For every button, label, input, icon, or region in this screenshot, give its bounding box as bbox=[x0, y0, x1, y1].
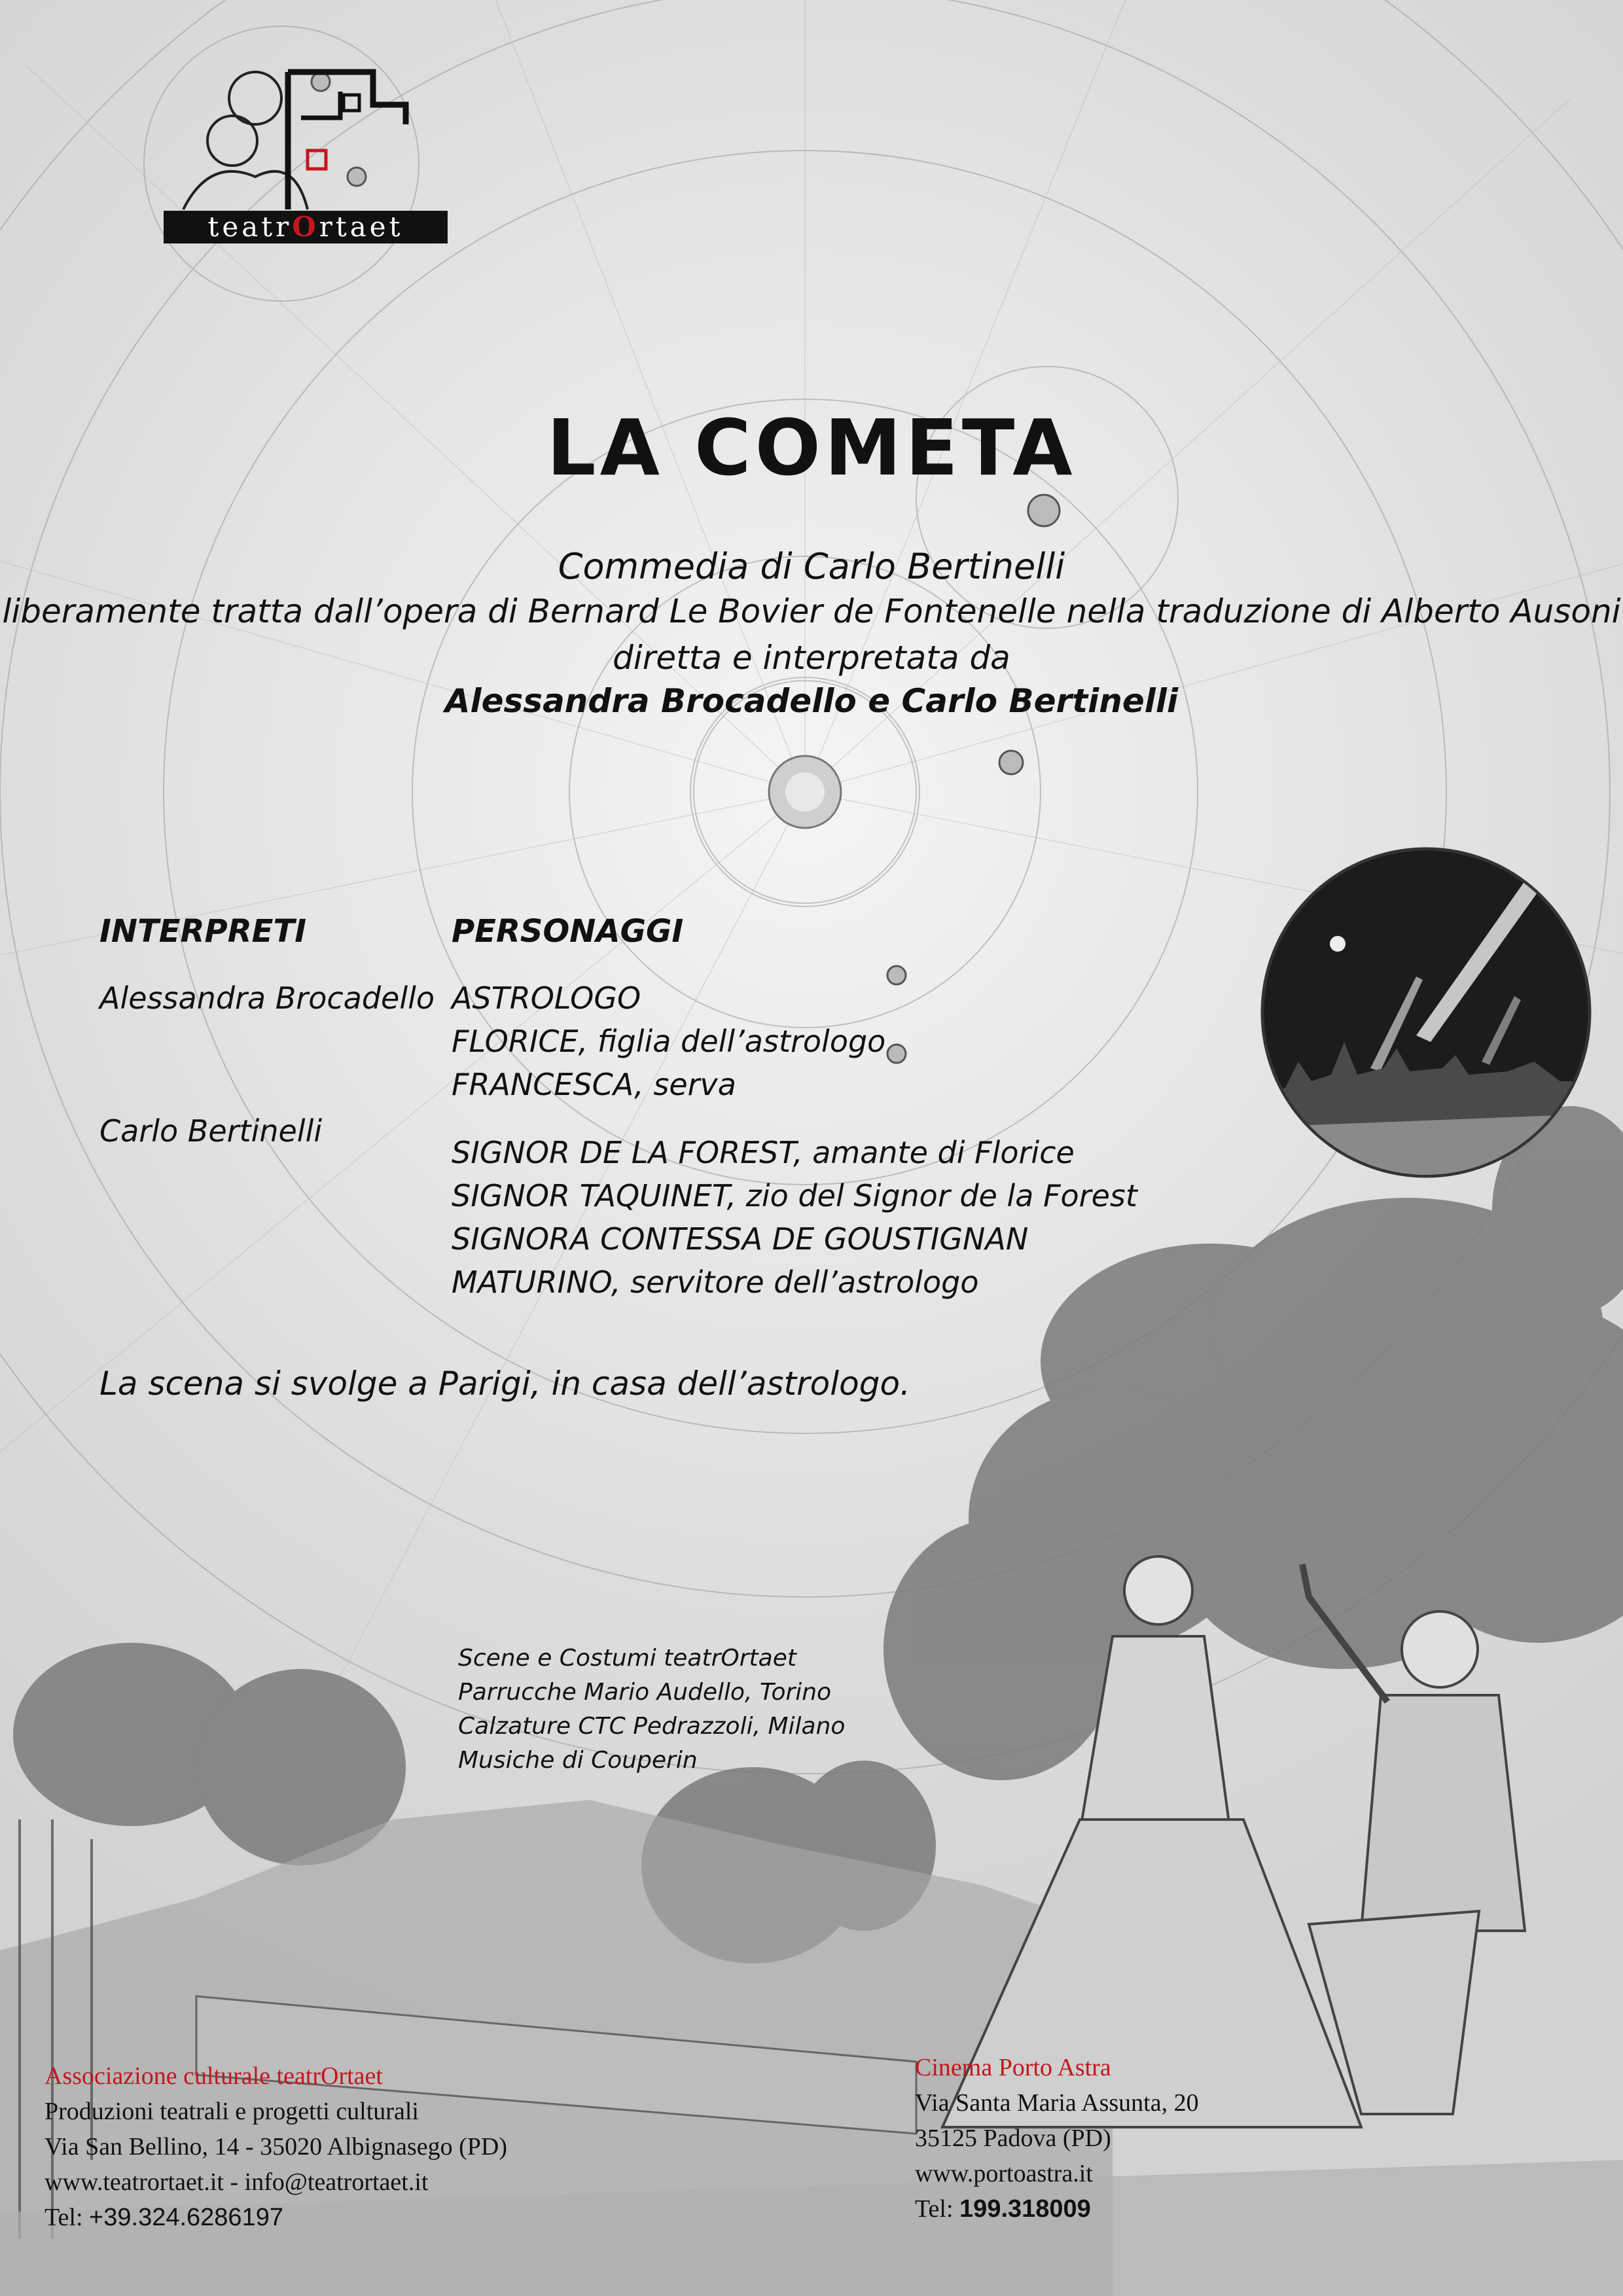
credit-item: Scene e Costumi teatrOrtaet bbox=[458, 1645, 796, 1672]
association-info bbox=[45, 2058, 507, 2235]
directed-by-label: diretta e interpretata da bbox=[613, 639, 1010, 677]
venue-city: 35125 Padova (PD) bbox=[915, 2125, 1111, 2152]
cast-actor-1: Alessandra Brocadello bbox=[99, 980, 435, 1016]
logo-figures-icon bbox=[157, 26, 452, 216]
venue-name: Cinema Porto Astra bbox=[915, 2054, 1111, 2081]
cast-roles-header: PERSONAGGI bbox=[452, 913, 684, 950]
role-item: FLORICE, figlia dell’astrologo bbox=[452, 1024, 886, 1059]
role-item: SIGNORA CONTESSA DE GOUSTIGNAN bbox=[452, 1221, 1029, 1257]
venue-phone: Tel: 199.318009 bbox=[915, 2195, 1091, 2223]
association-tagline: Produzioni teatrali e progetti culturali bbox=[45, 2098, 419, 2125]
teatrortaet-logo bbox=[157, 26, 452, 249]
director-names: Alessandra Brocadello e Carlo Bertinelli bbox=[444, 682, 1179, 720]
role-item: ASTROLOGO bbox=[452, 980, 641, 1016]
venue-info bbox=[915, 2050, 1199, 2227]
setting-note: La scena si svolge a Parigi, in casa dell’astrologo. bbox=[99, 1365, 910, 1403]
cast-actors-header: INTERPRETI bbox=[99, 913, 307, 950]
venue-street: Via Santa Maria Assunta, 20 bbox=[915, 2089, 1199, 2117]
association-web-email: www.teatrortaet.it - info@teatrortaet.it bbox=[45, 2168, 429, 2196]
role-item: SIGNOR TAQUINET, zio del Signor de la Forest bbox=[452, 1178, 1137, 1213]
credit-item: Calzature CTC Pedrazzoli, Milano bbox=[458, 1713, 846, 1740]
page-title: LA COMETA bbox=[546, 403, 1077, 493]
production-credits bbox=[458, 1641, 845, 1778]
credit-item: Parrucche Mario Audello, Torino bbox=[458, 1679, 832, 1706]
venue-web: www.portoastra.it bbox=[915, 2160, 1093, 2187]
comet-night-scene-image bbox=[1259, 846, 1593, 1179]
cast-actor-2: Carlo Bertinelli bbox=[99, 1113, 323, 1149]
role-item: SIGNOR DE LA FOREST, amante di Florice bbox=[452, 1135, 1075, 1170]
source-credit: liberamente tratta dall’opera di Bernard Le Bovier de Fontenelle nella traduzione di Alberto Ausoni bbox=[2, 592, 1621, 630]
subtitle: Commedia di Carlo Bertinelli bbox=[558, 546, 1065, 587]
sun-engraving bbox=[769, 756, 841, 828]
role-item: FRANCESCA, serva bbox=[452, 1067, 736, 1102]
credit-item: Musiche di Couperin bbox=[458, 1747, 698, 1774]
cast-roles-1 bbox=[452, 977, 885, 1106]
association-phone: Tel: +39.324.6286197 bbox=[45, 2204, 283, 2231]
association-address: Via San Bellino, 14 - 35020 Albignasego (PD) bbox=[45, 2133, 507, 2161]
cast-roles-2 bbox=[452, 1131, 1137, 1304]
role-item: MATURINO, servitore dell’astrologo bbox=[452, 1265, 979, 1300]
logo-wordmark: teatrOrtaet bbox=[164, 211, 448, 243]
association-name: Associazione culturale teatrOrtaet bbox=[45, 2062, 383, 2090]
